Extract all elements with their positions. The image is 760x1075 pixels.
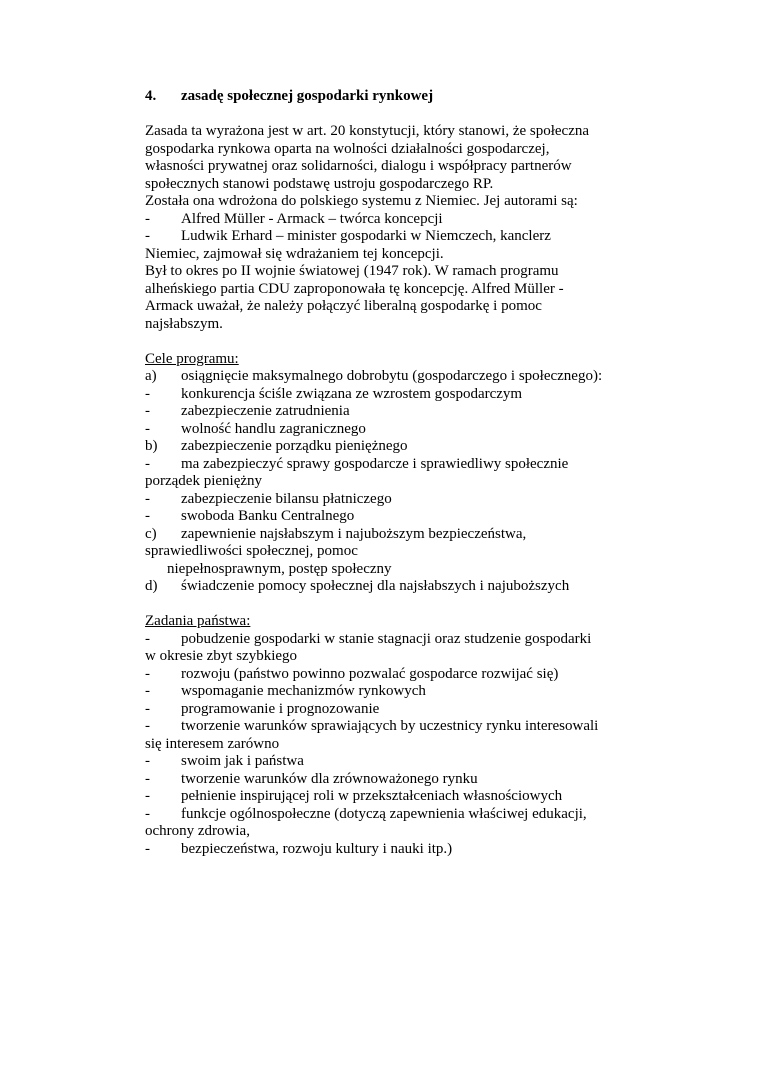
goal-a (145, 368, 615, 386)
goal-continuation: sprawiedliwości społecznej, pomoc (145, 543, 358, 559)
list-item-text: rozwoju (państwo powinno pozwalać gospodarce rozwijać się) (181, 665, 559, 682)
list-item-text: programowanie i prognozowanie (181, 700, 380, 717)
goal-marker: b) (145, 438, 158, 454)
list-item-continuation: porządek pieniężny (145, 473, 263, 489)
list-marker: - (145, 210, 150, 227)
list-item-text: swoboda Banku Centralnego (181, 508, 355, 524)
list-marker: - (145, 228, 150, 244)
list-item (145, 666, 615, 684)
list-item-text: zabezpieczenie zatrudnienia (181, 403, 350, 419)
list-item-text: wolność handlu zagranicznego (181, 420, 366, 437)
section-heading (145, 88, 615, 106)
document-body (145, 88, 615, 858)
authors-list (145, 211, 615, 246)
spacer (145, 596, 615, 614)
list-item (145, 491, 615, 509)
list-item (145, 386, 615, 404)
history-line: najsłabszym. (145, 315, 223, 332)
list-item (145, 806, 615, 824)
tasks-section (145, 613, 615, 858)
list-item-text: konkurencja ściśle związana ze wzrostem gospodarczym (181, 385, 523, 402)
list-item-continuation: się interesem zarówno (145, 735, 280, 752)
list-item (145, 508, 615, 526)
spacer (145, 333, 615, 351)
dash-marker: - (145, 700, 150, 717)
goal-text: zapewnienie najsłabszym i najuboższym bezpieczeństwa, (181, 525, 527, 542)
history-line: Niemiec, zajmował się wdrażaniem tej koncepcji. (145, 245, 444, 262)
goals-title: Cele programu: (145, 350, 239, 367)
list-item (145, 771, 615, 789)
list-item (145, 228, 615, 246)
list-item (145, 456, 615, 474)
history-line: Był to okres po II wojnie światowej (1947 rok). W ramach programu (145, 263, 559, 279)
dash-marker: - (145, 508, 150, 524)
dash-marker: - (145, 718, 150, 734)
tasks-title: Zadania państwa: (145, 613, 251, 629)
history-line: Armack uważał, że należy połączyć liberalną gospodarkę i pomoc (145, 298, 542, 314)
list-item (145, 753, 615, 771)
list-item-text: tworzenie warunków dla zrównoważonego rynku (181, 770, 478, 787)
list-item-text: bezpieczeństwa, rozwoju kultury i nauki itp.) (181, 840, 453, 857)
list-item-text: tworzenie warunków sprawiających by uczestnicy rynku interesowali (181, 718, 599, 734)
intro-line: gospodarka rynkowa oparta na wolności działalności gospodarczej, (145, 140, 550, 157)
goal-marker: c) (145, 525, 157, 542)
dash-marker: - (145, 490, 150, 507)
list-item (145, 421, 615, 439)
goal-marker: d) (145, 578, 158, 594)
list-item-continuation: w okresie zbyt szybkiego (145, 648, 298, 664)
dash-marker: - (145, 683, 150, 699)
goal-b (145, 438, 615, 456)
list-item (145, 211, 615, 229)
dash-marker: - (145, 455, 150, 472)
goal-text: świadczenie pomocy społecznej dla najsłabszych i najuboższych (181, 578, 570, 594)
intro-line: własności prywatnej oraz solidarności, dialogu i współpracy partnerów (145, 158, 572, 174)
goal-d (145, 578, 615, 596)
dash-marker: - (145, 385, 150, 402)
goal-text: zabezpieczenie porządku pieniężnego (181, 438, 408, 454)
list-item-text: zabezpieczenie bilansu płatniczego (181, 490, 392, 507)
intro-line: Zasada ta wyrażona jest w art. 20 konstytucji, który stanowi, że społeczna (145, 123, 590, 139)
intro-line: społecznych stanowi podstawę ustroju gospodarczego RP. (145, 175, 494, 192)
dash-marker: - (145, 630, 150, 647)
list-item-continuation: ochrony zdrowia, (145, 823, 250, 839)
intro-paragraph (145, 123, 615, 211)
history-paragraph (145, 246, 615, 334)
dash-marker: - (145, 420, 150, 437)
dash-marker: - (145, 753, 150, 769)
goal-c (145, 526, 615, 544)
goal-marker: a) (145, 368, 157, 384)
list-item (145, 683, 615, 701)
list-item-text: Alfred Müller - Armack – twórca koncepcji (181, 210, 443, 227)
section-title: zasadę społecznej gospodarki rynkowej (181, 88, 434, 104)
dash-marker: - (145, 770, 150, 787)
history-line: alheńskiego partia CDU zaproponowała tę koncepcję. Alfred Müller - (145, 280, 564, 297)
list-item (145, 841, 615, 859)
goal-continuation: niepełnosprawnym, postęp społeczny (167, 560, 392, 577)
spacer (145, 106, 615, 124)
dash-marker: - (145, 840, 150, 857)
list-item-text: wspomaganie mechanizmów rynkowych (181, 683, 426, 699)
list-item-text: swoim jak i państwa (181, 753, 304, 769)
list-item (145, 631, 615, 649)
goals-section (145, 351, 615, 596)
section-number: 4. (145, 88, 157, 104)
list-item-text: pobudzenie gospodarki w stanie stagnacji oraz studzenie gospodarki (181, 630, 592, 647)
list-item-text: ma zabezpieczyć sprawy gospodarcze i sprawiedliwy społecznie (181, 455, 569, 472)
intro-line: Została ona wdrożona do polskiego systemu z Niemiec. Jej autorami są: (145, 193, 578, 209)
dash-marker: - (145, 805, 150, 822)
dash-marker: - (145, 665, 150, 682)
list-item (145, 403, 615, 421)
list-item (145, 788, 615, 806)
list-item-text: Ludwik Erhard – minister gospodarki w Niemczech, kanclerz (181, 228, 551, 244)
list-item (145, 701, 615, 719)
list-item (145, 718, 615, 736)
goal-text: osiągnięcie maksymalnego dobrobytu (gospodarczego i społecznego): (181, 368, 603, 384)
list-item-text: funkcje ogólnospołeczne (dotyczą zapewnienia właściwej edukacji, (181, 805, 587, 822)
dash-marker: - (145, 788, 150, 804)
list-item-text: pełnienie inspirującej roli w przekształceniach własnościowych (181, 788, 563, 804)
dash-marker: - (145, 403, 150, 419)
